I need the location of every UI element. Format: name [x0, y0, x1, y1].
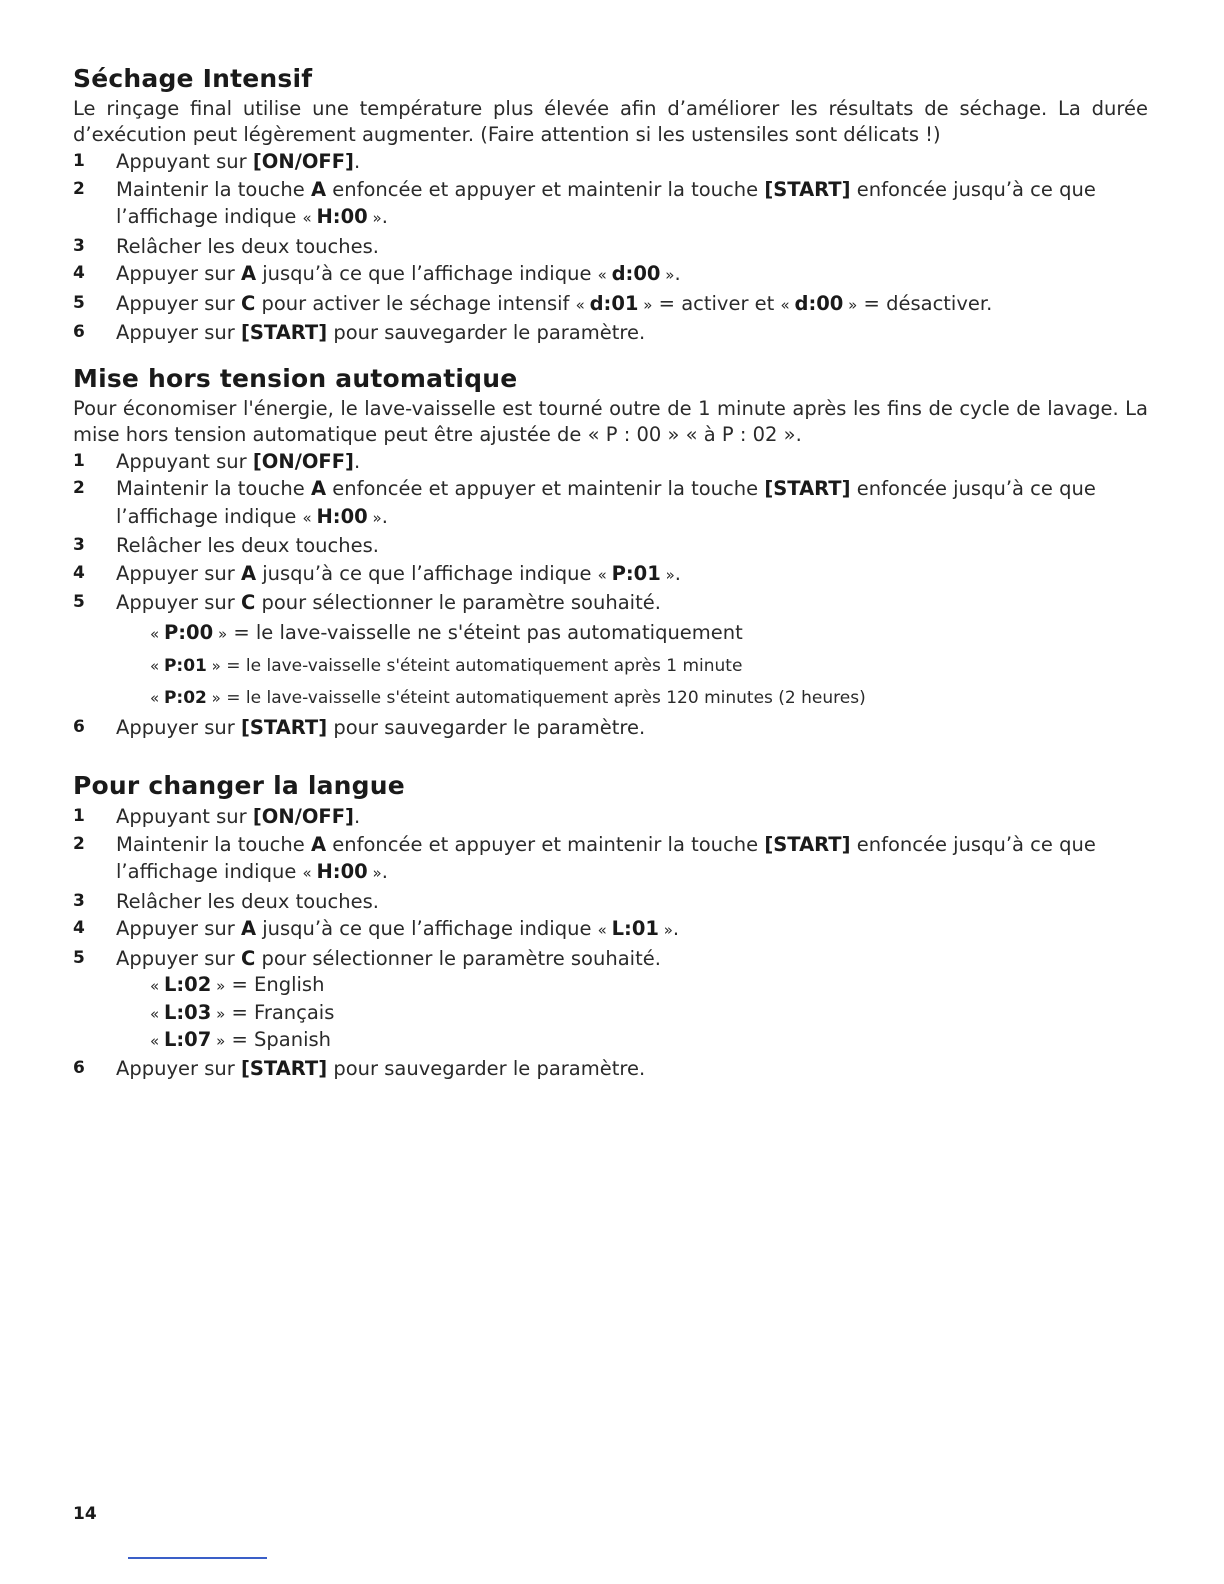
section-sechage-intensif	[73, 62, 1148, 347]
page-number: 14	[73, 1504, 97, 1524]
step-item: 3 Relâcher les deux touches.	[73, 534, 379, 557]
step-item: 5 Appuyer sur C pour activer le séchage intensif « d:01 » = activer et « d:00 » = désactiver.	[73, 291, 993, 315]
option-item: « L:03 » = Français	[150, 1000, 335, 1024]
steps-list	[73, 1055, 1148, 1083]
section-mise-hors-tension	[73, 362, 1148, 742]
option-item: « P:01 » = le lave-vaisselle s'éteint automatiquement après 1 minute	[150, 655, 743, 676]
steps-list	[73, 148, 1148, 347]
option-item: « P:00 » = le lave-vaisselle ne s'éteint pas automatiquement	[150, 620, 743, 644]
step-item: 3 Relâcher les deux touches.	[73, 889, 379, 913]
step-item: 1 Appuyant sur [ON/OFF].	[73, 449, 361, 473]
step-item: 4 Appuyer sur A jusqu’à ce que l’affichage indique « L:01 ».	[73, 917, 680, 940]
section-title: Séchage Intensif	[73, 64, 313, 93]
step-item: 6 Appuyer sur [START] pour sauvegarder le paramètre.	[73, 321, 646, 344]
step-item: 6 Appuyer sur [START] pour sauvegarder le paramètre.	[73, 715, 646, 739]
step-item: 1 Appuyant sur [ON/OFF].	[73, 805, 361, 828]
option-item: « L:02 » = English	[150, 973, 325, 996]
option-item: « P:02 » = le lave-vaisselle s'éteint automatiquement après 120 minutes (2 heures)	[150, 687, 866, 708]
section-intro: Pour économiser l'énergie, le lave-vaisselle est tourné outre de 1 minute après les fins de cycle de lavage. La mise hors tension automatique peut être ajustée de « P : 00 » « à P : 02 ».	[73, 396, 1148, 446]
step-item: 1 Appuyant sur [ON/OFF].	[73, 150, 361, 173]
section-intro: Le rinçage final utilise une température plus élevée afin d’améliorer les résultats de séchage. La durée d’exécution peut légèrement augmenter. (Faire attention si les ustensiles sont délicats !)	[73, 97, 1148, 146]
steps-list	[73, 803, 1148, 972]
step-item: 6 Appuyer sur [START] pour sauvegarder le paramètre.	[73, 1056, 646, 1080]
option-item: « L:07 » = Spanish	[150, 1028, 332, 1051]
step-item: 2 Maintenir la touche A enfoncée et appuyer et maintenir la touche [START] enfoncée jusqu’à ce que l’affichage indique « H:00 ».	[73, 177, 1096, 228]
step-item: 2 Maintenir la touche A enfoncée et appuyer et maintenir la touche [START] enfoncée jusqu’à ce que l’affichage indique « H:00 ».	[73, 832, 1096, 883]
step-item: 2 Maintenir la touche A enfoncée et appuyer et maintenir la touche [START] enfoncée jusqu’à ce que l’affichage indique « H:00 ».	[73, 477, 1096, 528]
footer-divider	[128, 1557, 267, 1559]
step-item: 4 Appuyer sur A jusqu’à ce que l’affichage indique « P:01 ».	[73, 561, 681, 585]
steps-list	[73, 714, 1148, 742]
step-item: 4 Appuyer sur A jusqu’à ce que l’affichage indique « d:00 ».	[73, 262, 681, 285]
section-title: Mise hors tension automatique	[73, 363, 518, 393]
section-title: Pour changer la langue	[73, 771, 405, 800]
step-item: 5 Appuyer sur C pour sélectionner le paramètre souhaité.	[73, 591, 661, 614]
steps-list	[73, 448, 1148, 617]
document-page	[73, 62, 1148, 1082]
section-changer-langue	[73, 769, 1148, 1082]
step-item: 3 Relâcher les deux touches.	[73, 234, 379, 258]
step-item: 5 Appuyer sur C pour sélectionner le paramètre souhaité.	[73, 946, 661, 970]
